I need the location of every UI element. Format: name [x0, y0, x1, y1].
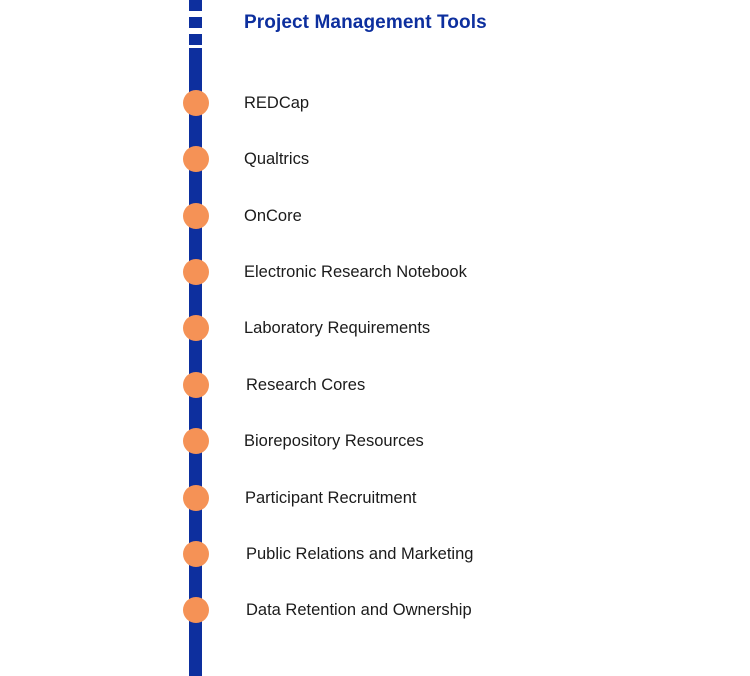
timeline-item[interactable]	[0, 203, 750, 229]
timeline-item[interactable]	[0, 90, 750, 116]
timeline-node-dot-icon	[183, 428, 209, 454]
timeline-item-label: Participant Recruitment	[245, 489, 417, 507]
timeline-item-label: OnCore	[244, 207, 302, 225]
timeline-node-dot-icon	[183, 372, 209, 398]
timeline-item-label: Laboratory Requirements	[244, 319, 431, 337]
timeline-item[interactable]	[0, 428, 750, 454]
timeline-node-dot-icon	[183, 146, 209, 172]
timeline-spine	[189, 48, 202, 676]
timeline-item-label: Research Cores	[246, 376, 366, 394]
timeline-item[interactable]	[0, 541, 750, 567]
timeline-spine-dashed	[189, 0, 202, 48]
timeline-item[interactable]	[0, 597, 750, 623]
timeline-item[interactable]	[0, 146, 750, 172]
timeline-item-label: Electronic Research Notebook	[244, 263, 467, 281]
diagram-title: Project Management Tools	[244, 12, 487, 33]
timeline-node-dot-icon	[183, 315, 209, 341]
timeline-item[interactable]	[0, 372, 750, 398]
timeline-item[interactable]	[0, 259, 750, 285]
timeline-item-label: Biorepository Resources	[244, 432, 424, 450]
timeline-node-dot-icon	[183, 485, 209, 511]
timeline-item-label: Public Relations and Marketing	[246, 545, 474, 563]
timeline-item[interactable]	[0, 315, 750, 341]
timeline-node-dot-icon	[183, 90, 209, 116]
timeline-node-dot-icon	[183, 203, 209, 229]
timeline-item-label: Data Retention and Ownership	[246, 601, 472, 619]
timeline-item[interactable]	[0, 485, 750, 511]
timeline-node-dot-icon	[183, 541, 209, 567]
timeline-item-label: REDCap	[244, 94, 310, 112]
timeline-node-dot-icon	[183, 597, 209, 623]
timeline-item-label: Qualtrics	[244, 150, 310, 168]
timeline-node-dot-icon	[183, 259, 209, 285]
